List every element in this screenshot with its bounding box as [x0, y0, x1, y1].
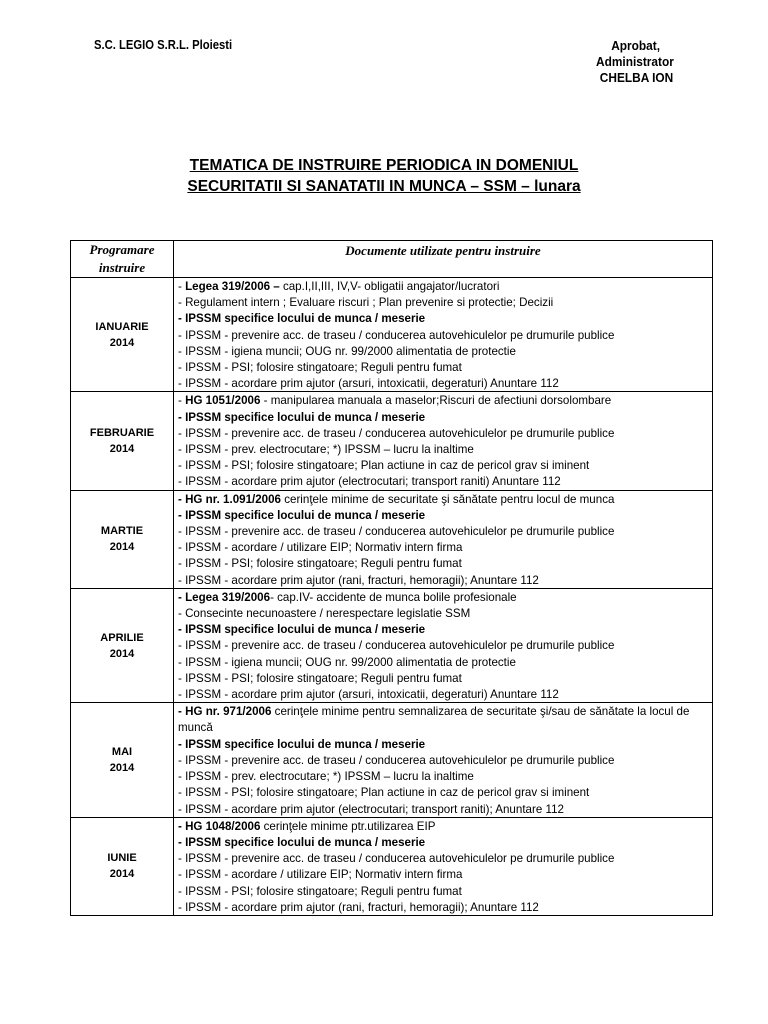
line-text: - cap.IV- accidente de munca bolile profesionale	[270, 589, 517, 604]
line-prefix: -	[178, 279, 186, 293]
document-line	[178, 539, 689, 555]
line-text: - IPSSM - PSI; folosire stingatoare; Reguli pentru fumat	[178, 883, 462, 898]
table-header-row	[71, 241, 713, 278]
document-line	[178, 883, 689, 899]
documents-cell	[174, 588, 713, 702]
table-row	[71, 588, 713, 702]
documents-cell	[174, 392, 713, 490]
approval-signer: CHELBA ION	[599, 71, 674, 85]
line-text: cerinţele minime ptr.utilizarea EIP	[260, 818, 436, 833]
documents-cell	[174, 490, 713, 588]
line-bold-text: - IPSSM specifice locului de munca / meserie	[178, 834, 426, 849]
company-name: S.C. LEGIO S.R.L. Ploiesti	[94, 38, 233, 52]
line-text: - IPSSM - acordare prim ajutor (rani, fracturi, hemoragii); Anuntare 112	[178, 572, 539, 587]
title-line-1: TEMATICA DE INSTRUIRE PERIODICA IN DOMENIUL	[189, 157, 579, 174]
document-title	[0, 155, 768, 197]
line-bold-text: - IPSSM specifice locului de munca / meserie	[178, 311, 426, 326]
month-year: 2014	[109, 647, 135, 660]
document-line	[178, 621, 689, 637]
document-line	[178, 784, 689, 800]
document-line	[178, 457, 689, 473]
line-text: - IPSSM - PSI; folosire stingatoare; Reguli pentru fumat	[178, 360, 462, 375]
line-text: - IPSSM - acordare prim ajutor (arsuri, intoxicatii, degeraturi) Anuntare 112	[178, 376, 559, 391]
document-line	[178, 605, 689, 621]
documents-cell	[174, 703, 713, 817]
line-bold-text: - HG nr. 971/2006	[178, 704, 272, 719]
document-line	[178, 327, 689, 343]
month-cell	[71, 490, 174, 588]
document-line	[178, 899, 689, 915]
month-year: 2014	[109, 336, 135, 349]
table-row	[71, 490, 713, 588]
line-text: - IPSSM - prevenire acc. de traseu / conducerea autovehiculelor pe drumurile publice	[178, 524, 615, 539]
line-prefix: -	[178, 393, 186, 408]
line-text: - IPSSM - PSI; folosire stingatoare; Reguli pentru fumat	[178, 670, 462, 685]
month-cell	[71, 392, 174, 490]
month-cell	[71, 817, 174, 915]
document-line	[178, 703, 689, 735]
month-name: IANUARIE	[95, 320, 149, 333]
document-line	[178, 491, 689, 507]
document-line	[178, 670, 689, 686]
table-row	[71, 392, 713, 490]
column-header-documents: Documente utilizate pentru instruire	[174, 241, 713, 278]
line-text: - IPSSM - prevenire acc. de traseu / conducerea autovehiculelor pe drumurile publice	[178, 851, 615, 866]
month-year: 2014	[109, 868, 135, 881]
line-text: - Consecinte necunoastere / nerespectare legislatie SSM	[178, 606, 471, 621]
line-text: - IPSSM - acordare prim ajutor (electrocutari; transport raniti); Anuntare 112	[178, 801, 564, 816]
approval-label: Aprobat,	[611, 39, 661, 53]
line-text: cap.I,II,III, IV,V- obligatii angajator/lucratori	[279, 279, 500, 293]
month-cell	[71, 588, 174, 702]
line-text: - IPSSM - acordare / utilizare EIP; Normativ intern firma	[178, 540, 463, 555]
document-line	[178, 686, 689, 702]
document-line	[178, 850, 689, 866]
line-text: - IPSSM - acordare prim ajutor (rani, fracturi, hemoragii); Anuntare 112	[178, 899, 539, 914]
document-line	[178, 409, 689, 425]
table-row	[71, 703, 713, 817]
month-name: APRILIE	[100, 631, 144, 644]
documents-cell	[174, 278, 713, 392]
document-line	[178, 375, 689, 391]
line-text: - IPSSM - prevenire acc. de traseu / conducerea autovehiculelor pe drumurile publice	[178, 752, 615, 767]
line-text: cerinţele minime de securitate şi sănătate pentru locul de munca	[280, 491, 615, 506]
line-text: - IPSSM - prev. electrocutare; *) IPSSM – lucru la inaltime	[178, 769, 474, 784]
line-bold-text: Legea 319/2006 –	[185, 279, 280, 293]
document-line	[178, 866, 689, 882]
table-row	[71, 278, 713, 392]
document-line	[178, 654, 689, 670]
line-text: - IPSSM - acordare / utilizare EIP; Normativ intern firma	[178, 867, 463, 882]
month-year: 2014	[109, 541, 135, 554]
month-year: 2014	[109, 443, 135, 456]
document-line	[178, 736, 689, 752]
document-line	[178, 343, 689, 359]
line-text: - IPSSM - PSI; folosire stingatoare; Plan actiune in caz de pericol grav si iminent	[178, 785, 590, 800]
approval-role: Administrator	[596, 55, 674, 69]
document-line	[178, 555, 689, 571]
line-text: - Regulament intern ; Evaluare riscuri ; Plan prevenire si protectie; Decizii	[178, 295, 554, 310]
line-text: - IPSSM - igiena muncii; OUG nr. 99/2000 alimentatia de protectie	[178, 343, 516, 358]
line-text: - IPSSM - prevenire acc. de traseu / conducerea autovehiculelor pe drumurile publice	[178, 327, 615, 342]
document-line	[178, 523, 689, 539]
line-bold-text: - HG 1048/2006	[178, 818, 261, 833]
document-line	[178, 507, 689, 523]
document-line	[178, 359, 689, 375]
documents-cell	[174, 817, 713, 915]
table-row	[71, 817, 713, 915]
document-line	[178, 818, 689, 834]
month-cell	[71, 278, 174, 392]
document-line	[178, 441, 689, 457]
document-line	[178, 473, 689, 489]
month-year: 2014	[109, 761, 135, 774]
document-line	[178, 278, 689, 294]
column-header-schedule: Programare instruire	[71, 241, 174, 278]
month-name: IUNIE	[107, 852, 137, 865]
document-line	[178, 637, 689, 653]
document-line	[178, 801, 689, 817]
month-cell	[71, 703, 174, 817]
document-line	[178, 425, 689, 441]
line-text: - IPSSM - prevenire acc. de traseu / conducerea autovehiculelor pe drumurile publice	[178, 425, 615, 440]
document-line	[178, 834, 689, 850]
line-text: cerinţele minime pentru semnalizarea de securitate şi/sau de sănătate la locul de muncă	[178, 704, 690, 735]
title-line-2: SECURITATII SI SANATATII IN MUNCA – SSM – lunara	[187, 178, 581, 195]
document-line	[178, 752, 689, 768]
line-text: - manipularea manuala a maselor;Riscuri de afectiuni dorsolombare	[260, 393, 612, 408]
document-line	[178, 768, 689, 784]
line-text: - IPSSM - prev. electrocutare; *) IPSSM – lucru la inaltime	[178, 442, 474, 457]
month-name: FEBRUARIE	[89, 427, 155, 440]
document-line	[178, 392, 689, 408]
line-text: - IPSSM - prevenire acc. de traseu / conducerea autovehiculelor pe drumurile publice	[178, 638, 615, 653]
line-bold-text: - IPSSM specifice locului de munca / meserie	[178, 622, 426, 637]
month-name: MARTIE	[100, 525, 144, 538]
line-bold-text: - Legea 319/2006	[178, 589, 271, 604]
line-bold-text: - IPSSM specifice locului de munca / meserie	[178, 409, 426, 424]
line-text: - IPSSM - acordare prim ajutor (arsuri, intoxicatii, degeraturi) Anuntare 112	[178, 687, 559, 702]
approval-block	[596, 38, 674, 86]
document-line	[178, 589, 689, 605]
document-line	[178, 294, 689, 310]
line-bold-text: - HG nr. 1.091/2006	[178, 491, 281, 506]
line-text: - IPSSM - PSI; folosire stingatoare; Reguli pentru fumat	[178, 556, 462, 571]
line-bold-text: - IPSSM specifice locului de munca / meserie	[178, 736, 426, 751]
month-name: MAI	[111, 745, 133, 758]
line-text: - IPSSM - acordare prim ajutor (electrocutari; transport raniti) Anuntare 112	[178, 474, 561, 489]
training-schedule-table	[70, 240, 713, 916]
line-text: - IPSSM - PSI; folosire stingatoare; Plan actiune in caz de pericol grav si iminent	[178, 458, 590, 473]
line-bold-text: HG 1051/2006	[185, 393, 261, 408]
line-bold-text: - IPSSM specifice locului de munca / meserie	[178, 507, 426, 522]
line-text: - IPSSM - igiena muncii; OUG nr. 99/2000 alimentatia de protectie	[178, 654, 516, 669]
document-line	[178, 572, 689, 588]
document-line	[178, 310, 689, 326]
